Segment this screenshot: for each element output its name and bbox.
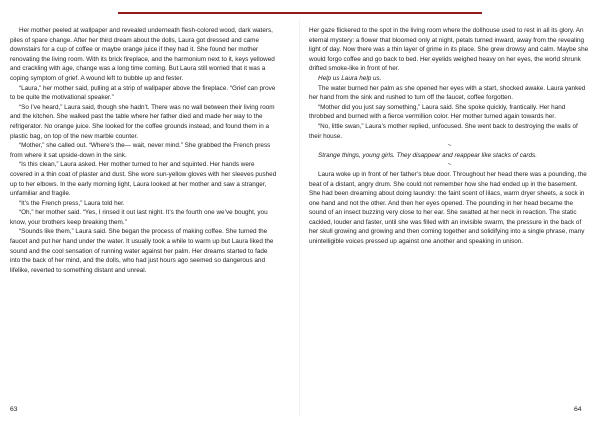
page-number-right: 64 (574, 406, 582, 413)
page-number-left: 63 (10, 406, 18, 413)
header-rule (118, 12, 482, 14)
paragraph: “Mother,” she called out. “Where’s the— wait, never mind.” She grabbed the French press from where it sat upside-down in the sink. (10, 142, 271, 159)
section-break: ~ (447, 142, 452, 150)
paragraph: Help us Laura help us. (318, 74, 382, 82)
right-page-body (309, 26, 590, 247)
paragraph: Laura woke up in front of her father’s blue door. Throughout her head there was a pounding, the beat of a distant, angry drum. She could not remember how she had ended up in the basement. She had been dreaming about doing laundry: the faint scent of lilacs, warm dryer sheets, a sock in one hand and not the other. And then her eyes opened. The pounding in her head became the sound of an insect buzzing very close to her ear. She swatted at her neck in reaction. The static cackled, louder and faster, until she was filled with an invisible swarm, the pressure in the back of her skull growing and growing and then coming together and solidifying into a single phrase, many unintelligible voices pressed up against one another and speaking in unison. (309, 170, 587, 246)
paragraph: Her gaze flickered to the spot in the living room where the dollhouse used to rest in all its glory. An eternal mystery: a flower that bloomed only at night, petals turned inward, away from the revealing light of day. Now there was a thin layer of grime in its place. She grew drowsy and calm. Maybe she would forgo coffee and go back to bed. Her eyelids weighed heavy on her eyes, the world shrunk drifted smoke-like in front of her. (309, 27, 589, 73)
paragraph: “Oh,” her mother said. “Yes, I rinsed it out last night. It’s the fourth one we’ve bought, you know, your brothers keep breaking them.” (10, 209, 268, 226)
paragraph: “It’s the French press,” Laura told her. (19, 199, 125, 207)
gutter-shadow (299, 20, 300, 416)
paragraph: “So I’ve heard,” Laura said, though she hadn’t. There was no wall between their living room and the kitchen. She walked past the table where her father died and made her way to the refrigerator. No orange juice. She looked for the coffee grounds instead, and found them in a plastic bag, on top of the new marble counter. (10, 103, 275, 140)
paragraph: “Sounds like them,” Laura said. She began the process of making coffee. She turned the faucet and put her hand under the water. It usually took a while to warm up but Laura liked the sound and the cool sensation of running water against her palm. Her dreams started to fade into the back of her mind, and the dolls, who had just hours ago seemed so dangerous and lifelike, reverted to something distant and unreal. (10, 228, 274, 274)
paragraph: Her mother peeled at wallpaper and revealed underneath flesh-colored wood, dark waters, piles of spare change. After her third dream about the dolls, Laura got dressed and came downstairs for a cup of coffee or maybe orange juice if they had it. She found her mother renovating the living room. With its brick fireplace, and the harmonium next to it, keys yellowed and crackling with age, change was a long time coming. But Laura still worried that it was a coping symptom of grief. A wound left to bubble up and fester. (10, 27, 275, 82)
paragraph: “Mother did you just say something,” Laura said. She spoke quickly, frantically. Her hand throbbed and burned with a fierce vermillion color. Her mother turned again towards her. (309, 103, 566, 121)
section-break: ~ (447, 161, 452, 169)
paragraph: “Laura,” her mother said, pulling at a strip of wallpaper above the fireplace. “Grief can prove to be quite the motivational speaker.” (10, 84, 276, 102)
paragraph: “No, little swan,” Laura’s mother replied, unfocused. She went back to destroying the walls of their house. (309, 122, 578, 140)
paragraph: The water burned her palm as she opened her eyes with a start, shocked awake. Laura yanked her hand from the sink and rushed to turn off the faucet, coffee forgotten. (309, 84, 586, 102)
paragraph: “Is this clean,” Laura asked. Her mother turned to her and squinted. Her hands were covered in a thin coat of plaster and dust. She wore sun-yellow gloves with her sleeves pushed up to her elbows. In the early morning light, Laura looked at her mother and saw a stranger, unfamiliar and fragile. (10, 161, 277, 198)
paragraph: Strange things, young girls. They disappear and reappear like stacks of cards. (318, 151, 537, 159)
left-page-body (10, 26, 278, 275)
